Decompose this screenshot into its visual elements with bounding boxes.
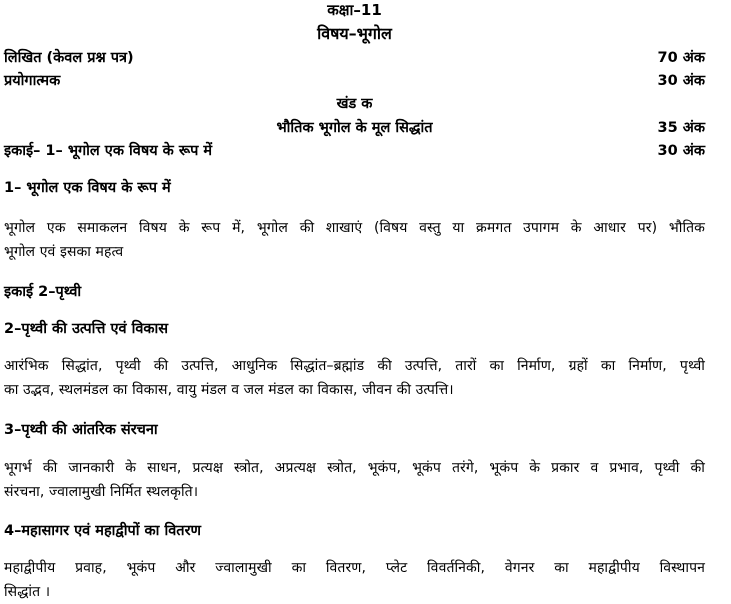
written-label: लिखित (केवल प्रश्न पत्र) (4, 50, 134, 66)
written-marks-row (4, 47, 705, 67)
subject-heading: विषय–भूगोल (317, 24, 392, 43)
unit1-row (4, 140, 705, 160)
topic2-line2: का उद्भव, स्थलमंडल का विकास, वायु मंडल व जल मंडल का विकास, जीवन की उत्पत्ति। (4, 382, 454, 398)
unit2-label: इकाई 2–पृथ्वी (4, 284, 82, 300)
topic2-line1: आरंभिक सिद्धांत, पृथ्वी की उत्पत्ति, आधुनिक सिद्धांत–ब्रह्मांड की उत्पत्ति, तारों का निर्माण, ग्रहों का निर्माण, पृथ्वी (4, 358, 705, 374)
topic4-heading: 4–महासागर एवं महाद्वीपों का वितरण (4, 523, 201, 539)
practical-label: प्रयोगात्मक (4, 73, 61, 89)
unit1-topic-heading: 1– भूगोल एक विषय के रूप में (4, 180, 171, 196)
topic3-line2: संरचना, ज्वालामुखी निर्मित स्थलकृति। (4, 484, 199, 500)
unit1-text-line2: भूगोल एवं इसका महत्व (4, 244, 124, 260)
topic4-line1: महाद्वीपीय प्रवाह, भूकंप और ज्वालामुखी का वितरण, प्लेट विवर्तनिकी, वेगनर का महाद्वीपीय विस्थापन (4, 560, 705, 576)
practical-marks-row (4, 70, 705, 90)
unit1-marks: 30 अंक (657, 143, 705, 159)
topic4-line2: सिद्धांत । (4, 584, 51, 600)
unit1-text-line1: भूगोल एक समाकलन विषय के रूप में, भूगोल की शाखाएं (विषय वस्तु या क्रमगत उपागम के आधार पर) भौतिक (4, 220, 705, 236)
section-marks: 35 अंक (657, 120, 705, 136)
topic2-heading: 2–पृथ्वी की उत्पत्ति एवं विकास (4, 321, 169, 337)
unit1-label: इकाई– 1– भूगोल एक विषय के रूप में (4, 143, 213, 159)
written-marks: 70 अंक (657, 50, 705, 66)
topic3-heading: 3–पृथ्वी की आंतरिक संरचना (4, 422, 158, 438)
section-subtitle: भौतिक भूगोल के मूल सिद्धांत (276, 120, 433, 136)
section-title: खंड क (336, 96, 373, 112)
class-heading: कक्षा–11 (327, 1, 382, 19)
practical-marks: 30 अंक (657, 73, 705, 89)
topic3-line1: भूगर्भ की जानकारी के साधन, प्रत्यक्ष स्त्रोत, अप्रत्यक्ष स्त्रोत, भूकंप, भूकंप तरंगे, भूकंप के प्रकार व प्रभाव, पृथ्वी की (4, 460, 705, 476)
